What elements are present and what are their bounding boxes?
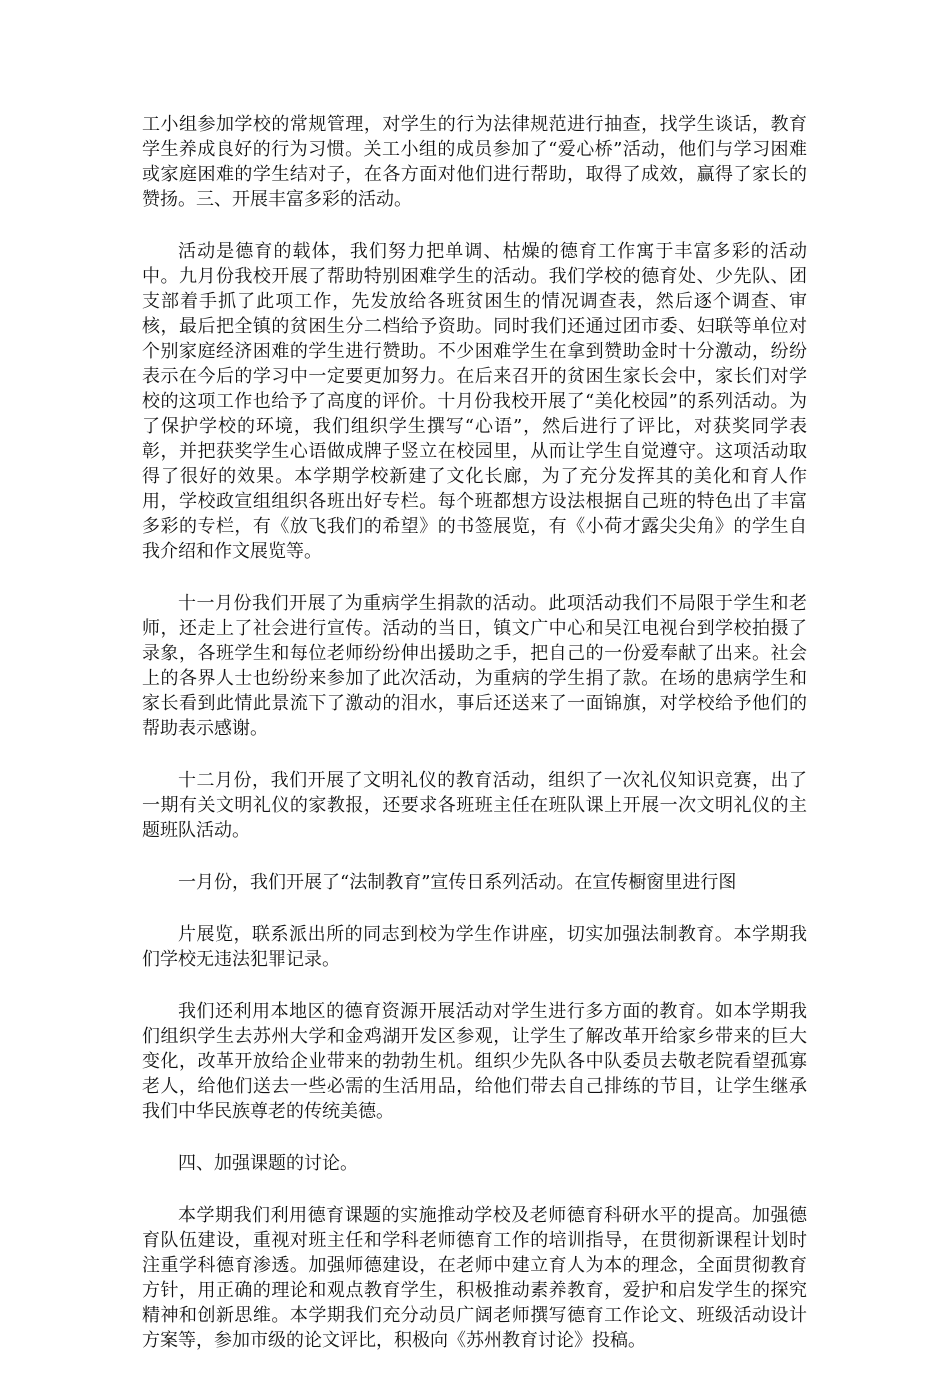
document-body [142, 112, 807, 1380]
paragraph-5: 一月份，我们开展了“法制教育”宣传日系列活动。在宣传橱窗里进行图 [178, 872, 737, 893]
paragraph-3: 十一月份我们开展了为重病学生捐款的活动。此项活动我们不局限于学生和老师，还走上了社会进行宣传。活动的当日，镇文广中心和吴江电视台到学校拍摄了录象，各班学生和每位老师纷纷伸出援助之手，把自己的一份爱奉献了出来。社会上的各界人士也纷纷来参加了此次活动，为重病的学生捐了款。在场的患病学生和家长看到此情此景流下了激动的泪水，事后还送来了一面锦旗，对学校给予他们的帮助表示感谢。 [142, 593, 807, 739]
paragraph-1: 工小组参加学校的常规管理，对学生的行为法律规范进行抽查，找学生谈话，教育学生养成良好的行为习惯。关工小组的成员参加了“爱心桥”活动，他们与学习困难或家庭困难的学生结对子，在各方面对他们进行帮助，取得了成效，赢得了家长的赞扬。三、开展丰富多彩的活动。 [142, 114, 807, 210]
paragraph-9: 本学期我们利用德育课题的实施推动学校及老师德育科研水平的提高。加强德育队伍建设，重视对班主任和学科老师德育工作的培训指导，在贯彻新课程计划时注重学科德育渗透。加强师德建设，在老师中建立育人为本的理念，全面贯彻教育方针，用正确的理论和观点教育学生，积极推动素养教育，爱护和启发学生的探究精神和创新思维。本学期我们充分动员广阔老师撰写德育工作论文、班级活动设计方案等，参加市级的论文评比，积极向《苏州教育讨论》投稿。 [142, 1205, 807, 1351]
paragraph-4: 十二月份，我们开展了文明礼仪的教育活动，组织了一次礼仪知识竞赛，出了一期有关文明礼仪的家教报，还要求各班班主任在班队课上开展一次文明礼仪的主题班队活动。 [142, 770, 807, 841]
section-heading: 四、加强课题的讨论。 [178, 1153, 358, 1174]
paragraph-6: 片展览，联系派出所的同志到校为学生作讲座，切实加强法制教育。本学期我们学校无违法犯罪记录。 [142, 924, 807, 970]
paragraph-2: 活动是德育的载体，我们努力把单调、枯燥的德育工作寓于丰富多彩的活动中。九月份我校开展了帮助特别困难学生的活动。我们学校的德育处、少先队、团支部着手抓了此项工作，先发放给各班贫困生的情况调查表，然后逐个调查、审核，最后把全镇的贫困生分二档给予资助。同时我们还通过团市委、妇联等单位对个别家庭经济困难的学生进行赞助。不少困难学生在拿到赞助金时十分激动，纷纷表示在今后的学习中一定要更加努力。在后来召开的贫困生家长会中，家长们对学校的这项工作也给予了高度的评价。十月份我校开展了“美化校园”的系列活动。为了保护学校的环境，我们组织学生撰写“心语”，然后进行了评比，对获奖同学表彰，并把获奖学生心语做成牌子竖立在校园里，从而让学生自觉遵守。这项活动取得了很好的效果。本学期学校新建了文化长廊，为了充分发挥其的美化和育人作用，学校政宣组组织各班出好专栏。每个班都想方设法根据自己班的特色出了丰富多彩的专栏，有《放飞我们的希望》的书签展览，有《小荷才露尖尖角》的学生自我介绍和作文展览等。 [142, 241, 807, 562]
paragraph-7: 我们还利用本地区的德育资源开展活动对学生进行多方面的教育。如本学期我们组织学生去苏州大学和金鸡湖开发区参观，让学生了解改革开给家乡带来的巨大变化，改革开放给企业带来的勃勃生机。组织少先队各中队委员去敬老院看望孤寡老人，给他们送去一些必需的生活用品，给他们带去自己排练的节目，让学生继承我们中华民族尊老的传统美德。 [142, 1001, 807, 1122]
